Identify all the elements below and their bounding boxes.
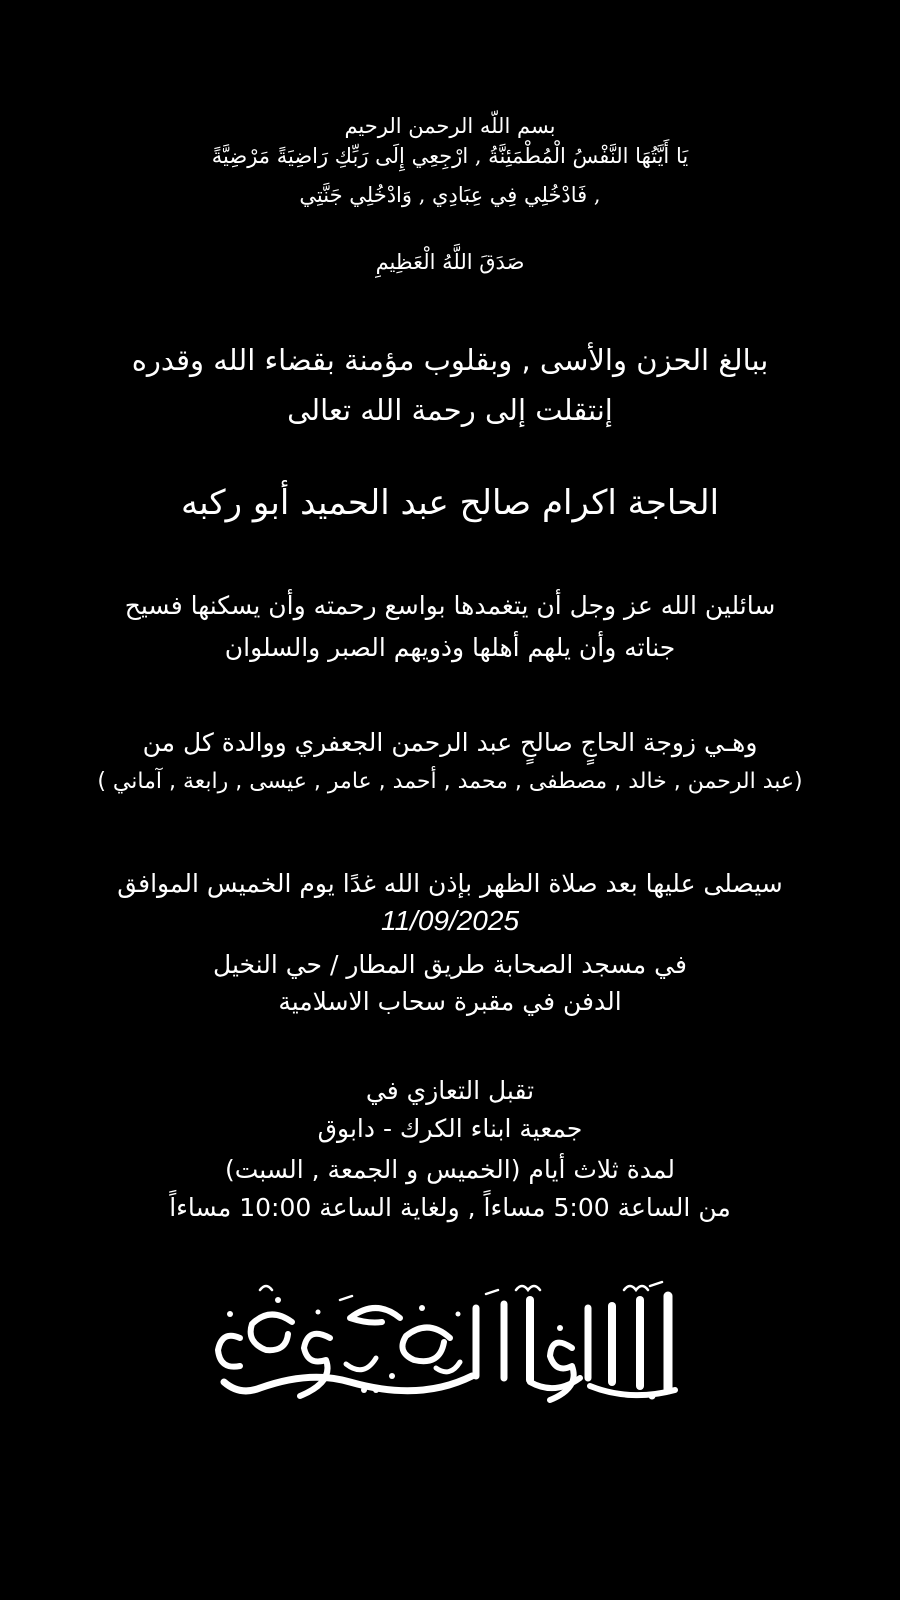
funeral-date: 11/09/2025 xyxy=(380,905,520,936)
family-line: وهـي زوجة الحاجٍ صالحٍ عبد الرحمن الجعفري ووالدة كل من xyxy=(142,728,758,757)
condolences-days: لمدة ثلاث أيام (الخميس و الجمعة , السبت) xyxy=(225,1155,675,1184)
prayer-line-2: جناته وأن يلهم أهلها وذويهم الصبر والسلوان xyxy=(224,633,676,662)
children-list: (عبد الرحمن , خالد , مصطفى , محمد , أحمد , عامر , عيسى , رابعة , آماني ) xyxy=(97,769,803,794)
intro-line-2: إنتقلت إلى رحمة الله تعالى xyxy=(287,393,613,427)
basmala: بسم اللّه الرحمن الرحيم xyxy=(344,114,556,138)
funeral-prayer-line: سيصلى عليها بعد صلاة الظهر بإذن الله غدًا يوم الخميس الموافق xyxy=(117,869,783,898)
verse-line-1: يَا أَيَّتُهَا النَّفْسُ الْمُطْمَئِنَّةُ , ارْجِعِي إِلَى رَبِّكِ رَاضِيَةً مَرْضِيَّةً xyxy=(211,144,689,168)
funeral-mosque: في مسجد الصحابة طريق المطار / حي النخيل xyxy=(213,950,687,979)
calligraphy-emblem xyxy=(200,1278,700,1408)
verse-line-2: , فَادْخُلِي فِي عِبَادِي , وَادْخُلِي جَنَّتِي xyxy=(299,183,601,207)
deceased-name: الحاجة اكرام صالح عبد الحميد أبو ركبه xyxy=(180,483,720,523)
condolences-venue: جمعية ابناء الكرك - دابوق xyxy=(317,1114,583,1143)
condolences-title: تقبل التعازي في xyxy=(365,1076,535,1105)
intro-line-1: ببالغ الحزن والأسى , وبقلوب مؤمنة بقضاء الله وقدره xyxy=(131,343,769,377)
condolences-hours: من الساعة 5:00 مساءاً , ولغاية الساعة 10:00 مساءاً xyxy=(169,1193,731,1222)
prayer-line-1: سائلين الله عز وجل أن يتغمدها بواسع رحمته وأن يسكنها فسيح xyxy=(124,591,776,620)
burial-place: الدفن في مقبرة سحاب الاسلامية xyxy=(278,987,622,1016)
verse-closing: صَدَقَ اللَّهُ الْعَظِيمِ xyxy=(375,250,525,274)
